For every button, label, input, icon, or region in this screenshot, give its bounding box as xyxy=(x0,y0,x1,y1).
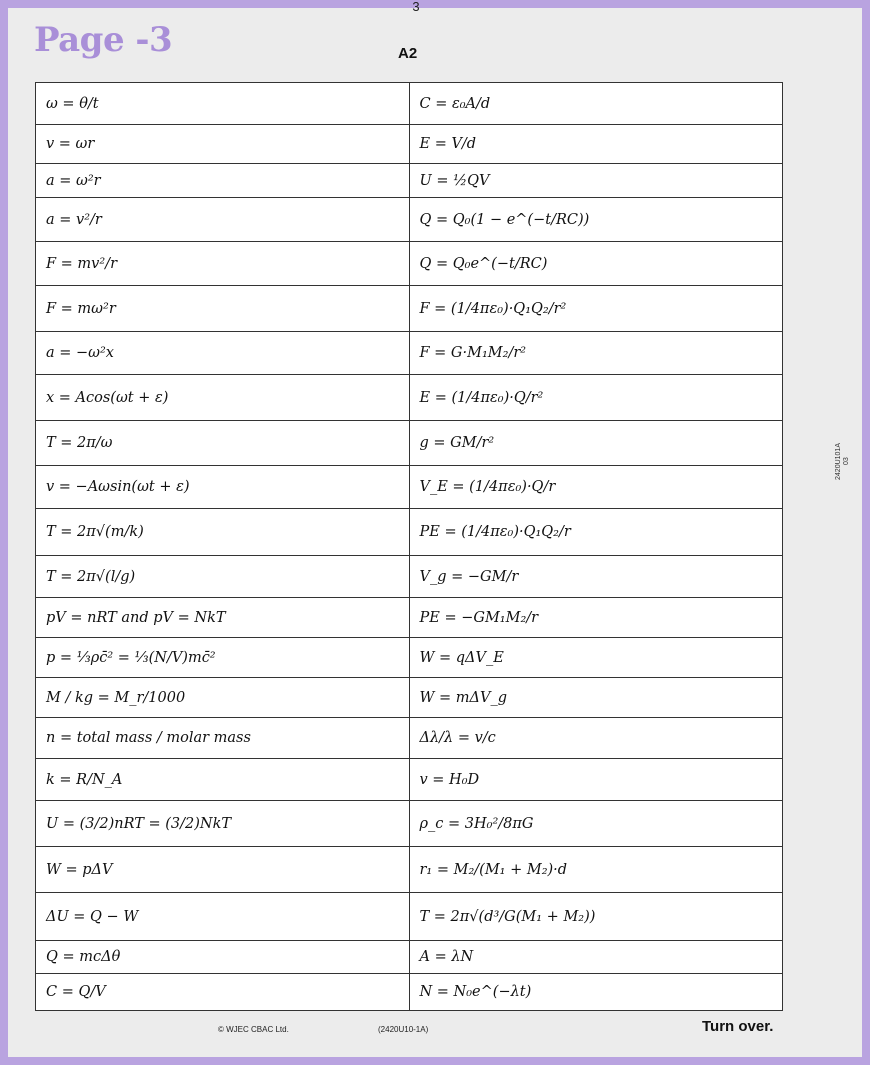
formula-row xyxy=(36,941,783,974)
formula-left: a = v²/r xyxy=(36,198,410,242)
formula-right: T = 2π√(d³/G(M₁ + M₂)) xyxy=(409,893,783,941)
formula-right: U = ½QV xyxy=(409,164,783,198)
formula-right: Q = Q₀e^(−t/RC) xyxy=(409,242,783,286)
formula-left: a = −ω²x xyxy=(36,332,410,375)
footer-code: (2420U10-1A) xyxy=(378,1025,429,1034)
formula-right: C = ε₀A/d xyxy=(409,83,783,125)
page-title: Page -3 xyxy=(34,20,173,60)
formula-row xyxy=(36,598,783,638)
formula-right: V_g = −GM/r xyxy=(409,556,783,598)
formula-right: E = (1/4πε₀)·Q/r² xyxy=(409,375,783,421)
formula-row xyxy=(36,164,783,198)
turn-over-label: Turn over. xyxy=(702,1018,774,1035)
formula-right: E = V/d xyxy=(409,125,783,164)
formula-right: F = (1/4πε₀)·Q₁Q₂/r² xyxy=(409,286,783,332)
formula-row xyxy=(36,718,783,759)
formula-right: Δλ/λ = v/c xyxy=(409,718,783,759)
formula-left: n = total mass / molar mass xyxy=(36,718,410,759)
formula-left: p = ⅓ρc̄² = ⅓(N/V)mc̄² xyxy=(36,638,410,678)
formula-row xyxy=(36,198,783,242)
formula-right: W = mΔV_g xyxy=(409,678,783,718)
formula-row xyxy=(36,286,783,332)
formula-row xyxy=(36,556,783,598)
formula-right: v = H₀D xyxy=(409,759,783,801)
formula-left: W = pΔV xyxy=(36,847,410,893)
formula-left: k = R/N_A xyxy=(36,759,410,801)
formula-left: ΔU = Q − W xyxy=(36,893,410,941)
exam-page xyxy=(8,0,862,1057)
formula-right: A = λN xyxy=(409,941,783,974)
formula-right: PE = (1/4πε₀)·Q₁Q₂/r xyxy=(409,509,783,556)
formula-row xyxy=(36,638,783,678)
formula-left: F = mω²r xyxy=(36,286,410,332)
formula-left: ω = θ/t xyxy=(36,83,410,125)
formula-right: V_E = (1/4πε₀)·Q/r xyxy=(409,466,783,509)
formula-row xyxy=(36,678,783,718)
formula-right: g = GM/r² xyxy=(409,421,783,466)
side-code xyxy=(835,443,851,480)
formula-row xyxy=(36,509,783,556)
formula-left: v = ωr xyxy=(36,125,410,164)
section-label: A2 xyxy=(398,45,418,62)
formula-row xyxy=(36,801,783,847)
page-number: 3 xyxy=(412,0,420,14)
formula-table xyxy=(35,82,783,1011)
formula-left: F = mv²/r xyxy=(36,242,410,286)
formula-row xyxy=(36,421,783,466)
formula-left: x = Acos(ωt + ε) xyxy=(36,375,410,421)
formula-row xyxy=(36,83,783,125)
formula-right: F = G·M₁M₂/r² xyxy=(409,332,783,375)
formula-row xyxy=(36,242,783,286)
formula-row xyxy=(36,375,783,421)
formula-left: a = ω²r xyxy=(36,164,410,198)
formula-left: T = 2π√(m/k) xyxy=(36,509,410,556)
formula-right: N = N₀e^(−λt) xyxy=(409,974,783,1011)
footer-copyright: © WJEC CBAC Ltd. xyxy=(218,1025,289,1034)
formula-row xyxy=(36,974,783,1011)
formula-row xyxy=(36,893,783,941)
formula-left: M / kg = M_r/1000 xyxy=(36,678,410,718)
formula-left: pV = nRT and pV = NkT xyxy=(36,598,410,638)
formula-left: T = 2π√(l/g) xyxy=(36,556,410,598)
formula-row xyxy=(36,125,783,164)
formula-left: Q = mcΔθ xyxy=(36,941,410,974)
formula-left: C = Q/V xyxy=(36,974,410,1011)
formula-right: W = qΔV_E xyxy=(409,638,783,678)
formula-right: r₁ = M₂/(M₁ + M₂)·d xyxy=(409,847,783,893)
formula-right: ρ_c = 3H₀²/8πG xyxy=(409,801,783,847)
formula-left: T = 2π/ω xyxy=(36,421,410,466)
formula-row xyxy=(36,466,783,509)
formula-row xyxy=(36,847,783,893)
formula-left: U = (3/2)nRT = (3/2)NkT xyxy=(36,801,410,847)
side-code-line-1: 2420U101A xyxy=(835,443,842,480)
formula-right: Q = Q₀(1 − e^(−t/RC)) xyxy=(409,198,783,242)
formula-table-body xyxy=(36,83,783,1011)
formula-right: PE = −GM₁M₂/r xyxy=(409,598,783,638)
formula-left: v = −Aωsin(ωt + ε) xyxy=(36,466,410,509)
side-code-line-2: 03 xyxy=(843,457,850,466)
formula-row xyxy=(36,332,783,375)
formula-row xyxy=(36,759,783,801)
